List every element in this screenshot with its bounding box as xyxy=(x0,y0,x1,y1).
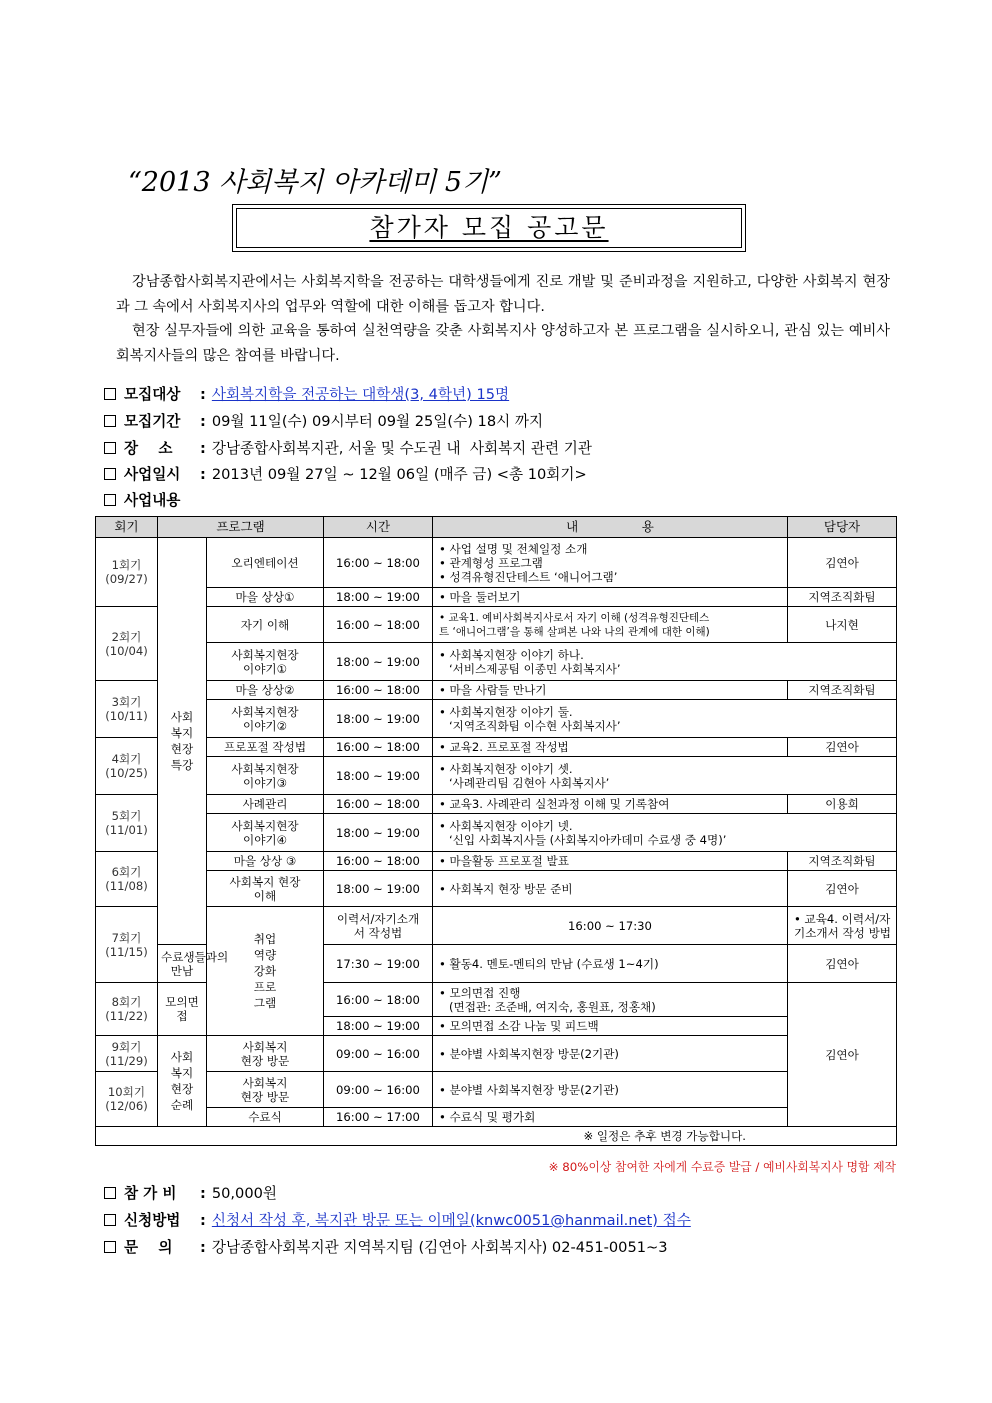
content-cell: • 마을 둘러보기 xyxy=(433,588,788,607)
group-cell: 취업 역량 강화 프로 그램 xyxy=(207,907,324,1036)
time-cell: 16:00 ~ 17:00 xyxy=(324,1108,433,1127)
content-cell: • 사회복지현장 이야기 셋. ‘사례관리팀 김현아 사회복지사’ xyxy=(433,757,897,795)
table-row xyxy=(96,588,897,607)
table-row xyxy=(96,814,897,852)
info-period: 모집기간 : 09월 11일(수) 09시부터 09월 25일(수) 18시 까지 xyxy=(104,410,543,431)
content-cell: • 수료식 및 평가회 xyxy=(433,1108,788,1127)
title-box xyxy=(232,204,746,252)
manager-cell: 이용희 xyxy=(788,795,897,814)
program-cell: 오리엔테이션 xyxy=(207,538,324,588)
program-cell: 자기 이해 xyxy=(207,607,324,643)
program-cell: 사회복지 현장 방문 xyxy=(207,1072,324,1108)
program-cell: 수료생들과의 만남 xyxy=(158,945,207,983)
program-cell: 사회복지현장 이야기③ xyxy=(207,757,324,795)
table-row xyxy=(96,681,897,700)
table-row xyxy=(96,1108,897,1127)
fee-value: 50,000원 xyxy=(211,1185,278,1202)
time-cell: 16:00 ~ 18:00 xyxy=(324,795,433,814)
time-cell: 09:00 ~ 16:00 xyxy=(324,1036,433,1072)
header-manager: 담당자 xyxy=(788,517,897,538)
session-cell: 2회기 (10/04) xyxy=(96,607,158,681)
manager-cell: 지역조직화팀 xyxy=(788,852,897,871)
session-cell: 4회기 (10/25) xyxy=(96,738,158,795)
time-cell: 16:00 ~ 18:00 xyxy=(324,538,433,588)
period-value: 09월 11일(수) 09시부터 09월 25일(수) 18시 까지 xyxy=(211,413,544,430)
header-content: 내 용 xyxy=(433,517,788,538)
table-row xyxy=(96,871,897,907)
content-cell: • 사회복지현장 이야기 넷. ‘신입 사회복지사들 (사회복지아카데미 수료생 중 4명)’ xyxy=(433,814,897,852)
time-cell: 18:00 ~ 19:00 xyxy=(324,700,433,738)
table-row xyxy=(96,643,897,681)
session-cell: 10회기 (12/06) xyxy=(96,1072,158,1127)
content-cell: • 교육3. 사례관리 실천과정 이해 및 기록참여 xyxy=(433,795,788,814)
checkbox-icon xyxy=(104,415,116,427)
header-session: 회기 xyxy=(96,517,158,538)
session-cell: 9회기 (11/29) xyxy=(96,1036,158,1072)
time-cell: 18:00 ~ 19:00 xyxy=(324,643,433,681)
checkbox-icon xyxy=(104,1214,116,1226)
info-contact: 문 의 : 강남종합사회복지관 지역복지팀 (김연아 사회복지사) 02-451-0051~3 xyxy=(104,1236,668,1257)
table-header-row xyxy=(96,517,897,538)
intro-paragraph-1: 강남종합사회복지관에서는 사회복지학을 전공하는 대학생들에게 진로 개발 및 준비과정을 지원하고, 다양한 사회복지 현장과 그 속에서 사회복지사의 업무와 역할에 대한 이해를 돕고자 합니다. xyxy=(116,274,890,315)
checkbox-icon xyxy=(104,1187,116,1199)
program-cell: 사례관리 xyxy=(207,795,324,814)
content-cell: • 마을 사람들 만나기 xyxy=(433,681,788,700)
checkbox-icon xyxy=(104,1241,116,1253)
table-row xyxy=(96,1036,897,1072)
manager-cell: 나지현 xyxy=(788,607,897,643)
manager-cell: 김연아 xyxy=(788,945,897,983)
manager-cell: 김연아 xyxy=(788,738,897,757)
time-cell: 18:00 ~ 19:00 xyxy=(324,1017,433,1036)
program-cell: 사회복지현장 이야기① xyxy=(207,643,324,681)
time-cell: 16:00 ~ 18:00 xyxy=(324,852,433,871)
info-content xyxy=(104,489,200,510)
program-cell: 프로포절 작성법 xyxy=(207,738,324,757)
program-cell: 사회복지현장 이야기② xyxy=(207,700,324,738)
time-cell: 09:00 ~ 16:00 xyxy=(324,1072,433,1108)
content-cell: • 교육4. 이력서/자기소개서 작성 방법 xyxy=(788,907,897,945)
table-row xyxy=(96,795,897,814)
header-program: 프로그램 xyxy=(158,517,324,538)
place-value: 강남종합사회복지관, 서울 및 수도권 내 사회복지 관련 기관 xyxy=(211,440,592,457)
content-cell: • 사업 설명 및 전체일정 소개 • 관계형성 프로그램 • 성격유형진단테스트 ‘애니어그램’ xyxy=(433,538,788,588)
schedule-table xyxy=(95,516,897,1146)
time-cell: 17:30 ~ 19:00 xyxy=(324,945,433,983)
contact-value: 강남종합사회복지관 지역복지팀 (김연아 사회복지사) 02-451-0051~3 xyxy=(211,1239,668,1256)
content-cell: • 마을활동 프로포절 발표 xyxy=(433,852,788,871)
table-row xyxy=(96,1072,897,1108)
group-cell: 사회 복지 현장 순례 xyxy=(158,1036,207,1127)
checkbox-icon xyxy=(104,388,116,400)
content-cell: • 사회복지현장 이야기 하나. ‘서비스제공팀 이종민 사회복지사’ xyxy=(433,643,897,681)
info-label: 참 가 비 xyxy=(124,1185,177,1202)
manager-cell: 김연아 xyxy=(788,538,897,588)
content-cell: • 사회복지 현장 방문 준비 xyxy=(433,871,788,907)
checkbox-icon xyxy=(104,468,116,480)
session-cell: 3회기 (10/11) xyxy=(96,681,158,738)
program-cell: 마을 상상 ③ xyxy=(207,852,324,871)
info-fee: 참 가 비 : 50,000원 xyxy=(104,1182,277,1203)
program-cell: 마을 상상② xyxy=(207,681,324,700)
content-cell: • 교육1. 예비사회복지사로서 자기 이해 (성격유형진단테스 트 ‘애니어그램’을 통해 살펴본 나와 나의 관계에 대한 이해) xyxy=(433,607,788,643)
program-cell: 수료식 xyxy=(207,1108,324,1127)
document-title: 참가자 모집 공고문 xyxy=(369,213,609,242)
info-label: 문 의 xyxy=(124,1239,173,1256)
info-label: 사업일시 xyxy=(124,466,181,483)
table-row xyxy=(96,738,897,757)
table-row xyxy=(96,607,897,643)
content-cell: • 활동4. 멘토-멘티의 만남 (수료생 1~4기) xyxy=(433,945,788,983)
session-cell: 7회기 (11/15) xyxy=(96,907,158,983)
info-label: 모집기간 xyxy=(124,413,181,430)
time-cell: 18:00 ~ 19:00 xyxy=(324,757,433,795)
completion-note: ※ 80%이상 참여한 자에게 수료증 발급 / 예비사회복지사 명함 제작 xyxy=(548,1160,896,1174)
content-cell: • 분야별 사회복지현장 방문(2기관) xyxy=(433,1072,788,1108)
manager-cell: 지역조직화팀 xyxy=(788,588,897,607)
manager-cell: 김연아 xyxy=(788,871,897,907)
content-cell: • 사회복지현장 이야기 둘. ‘지역조직화팀 이수현 사회복지사’ xyxy=(433,700,897,738)
table-row xyxy=(96,757,897,795)
info-label: 모집대상 xyxy=(124,386,181,403)
time-cell: 16:00 ~ 18:00 xyxy=(324,681,433,700)
program-cell: 마을 상상① xyxy=(207,588,324,607)
manager-cell: 김연아 xyxy=(788,983,897,1127)
info-label: 사업내용 xyxy=(124,492,181,509)
info-apply: 신청방법 : 신청서 작성 후, 복지관 방문 또는 이메일(knwc0051@hanmail.net) 접수 xyxy=(104,1209,691,1230)
time-cell: 18:00 ~ 19:00 xyxy=(324,588,433,607)
session-cell: 1회기 (09/27) xyxy=(96,538,158,607)
table-note-row xyxy=(96,1127,897,1146)
content-cell: • 모의면접 소감 나눔 및 피드백 xyxy=(433,1017,788,1036)
session-cell: 8회기 (11/22) xyxy=(96,983,158,1036)
intro-paragraph-2: 현장 실무자들에 의한 교육을 통하여 실천역량을 갖춘 사회복지사 양성하고자 본 프로그램을 실시하오니, 관심 있는 예비사회복지사들의 많은 참여를 바랍니다. xyxy=(116,323,890,364)
table-row xyxy=(96,907,897,945)
header-time: 시간 xyxy=(324,517,433,538)
program-cell: 모의면접 xyxy=(158,983,207,1036)
table-row xyxy=(96,700,897,738)
time-cell: 16:00 ~ 18:00 xyxy=(324,983,433,1017)
table-row xyxy=(96,538,897,588)
group-cell: 사회 복지 현장 특강 xyxy=(158,538,207,945)
program-cell: 사회복지현장 이야기④ xyxy=(207,814,324,852)
program-cell: 이력서/자기소개 서 작성법 xyxy=(324,907,433,945)
time-cell: 16:00 ~ 18:00 xyxy=(324,607,433,643)
time-cell: 18:00 ~ 19:00 xyxy=(324,814,433,852)
apply-value[interactable]: 신청서 작성 후, 복지관 방문 또는 이메일(knwc0051@hanmail.net) 접수 xyxy=(211,1212,691,1229)
content-cell: • 모의면접 진행 (면접관: 조준배, 여지숙, 홍원표, 정홍채) xyxy=(433,983,788,1017)
date-value: 2013년 09월 27일 ~ 12월 06일 (매주 금) <총 10회기> xyxy=(211,466,587,483)
time-cell: 16:00 ~ 18:00 xyxy=(324,738,433,757)
info-label: 장 소 xyxy=(124,440,173,457)
session-cell: 6회기 (11/08) xyxy=(96,852,158,907)
content-cell: • 교육2. 프로포절 작성법 xyxy=(433,738,788,757)
info-target: 모집대상 : 사회복지학을 전공하는 대학생(3, 4학년) 15명 xyxy=(104,383,509,404)
info-place: 장 소 : 강남종합사회복지관, 서울 및 수도권 내 사회복지 관련 기관 xyxy=(104,437,592,458)
content-cell: • 분야별 사회복지현장 방문(2기관) xyxy=(433,1036,788,1072)
document-subtitle: “2013 사회복지 아카데미 5기” xyxy=(128,167,502,198)
program-cell: 사회복지 현장 이해 xyxy=(207,871,324,907)
target-value: 사회복지학을 전공하는 대학생(3, 4학년) 15명 xyxy=(211,386,510,403)
intro-text xyxy=(116,270,890,368)
manager-cell: 지역조직화팀 xyxy=(788,681,897,700)
session-cell: 5회기 (11/01) xyxy=(96,795,158,852)
info-date: 사업일시 : 2013년 09월 27일 ~ 12월 06일 (매주 금) <총 10회기> xyxy=(104,463,587,484)
time-cell: 16:00 ~ 17:30 xyxy=(433,907,788,945)
schedule-note: ※ 일정은 추후 변경 가능합니다. xyxy=(96,1127,897,1146)
info-label: 신청방법 xyxy=(124,1212,181,1229)
table-row xyxy=(96,852,897,871)
program-cell: 사회복지 현장 방문 xyxy=(207,1036,324,1072)
checkbox-icon xyxy=(104,442,116,454)
time-cell: 18:00 ~ 19:00 xyxy=(324,871,433,907)
checkbox-icon xyxy=(104,494,116,506)
